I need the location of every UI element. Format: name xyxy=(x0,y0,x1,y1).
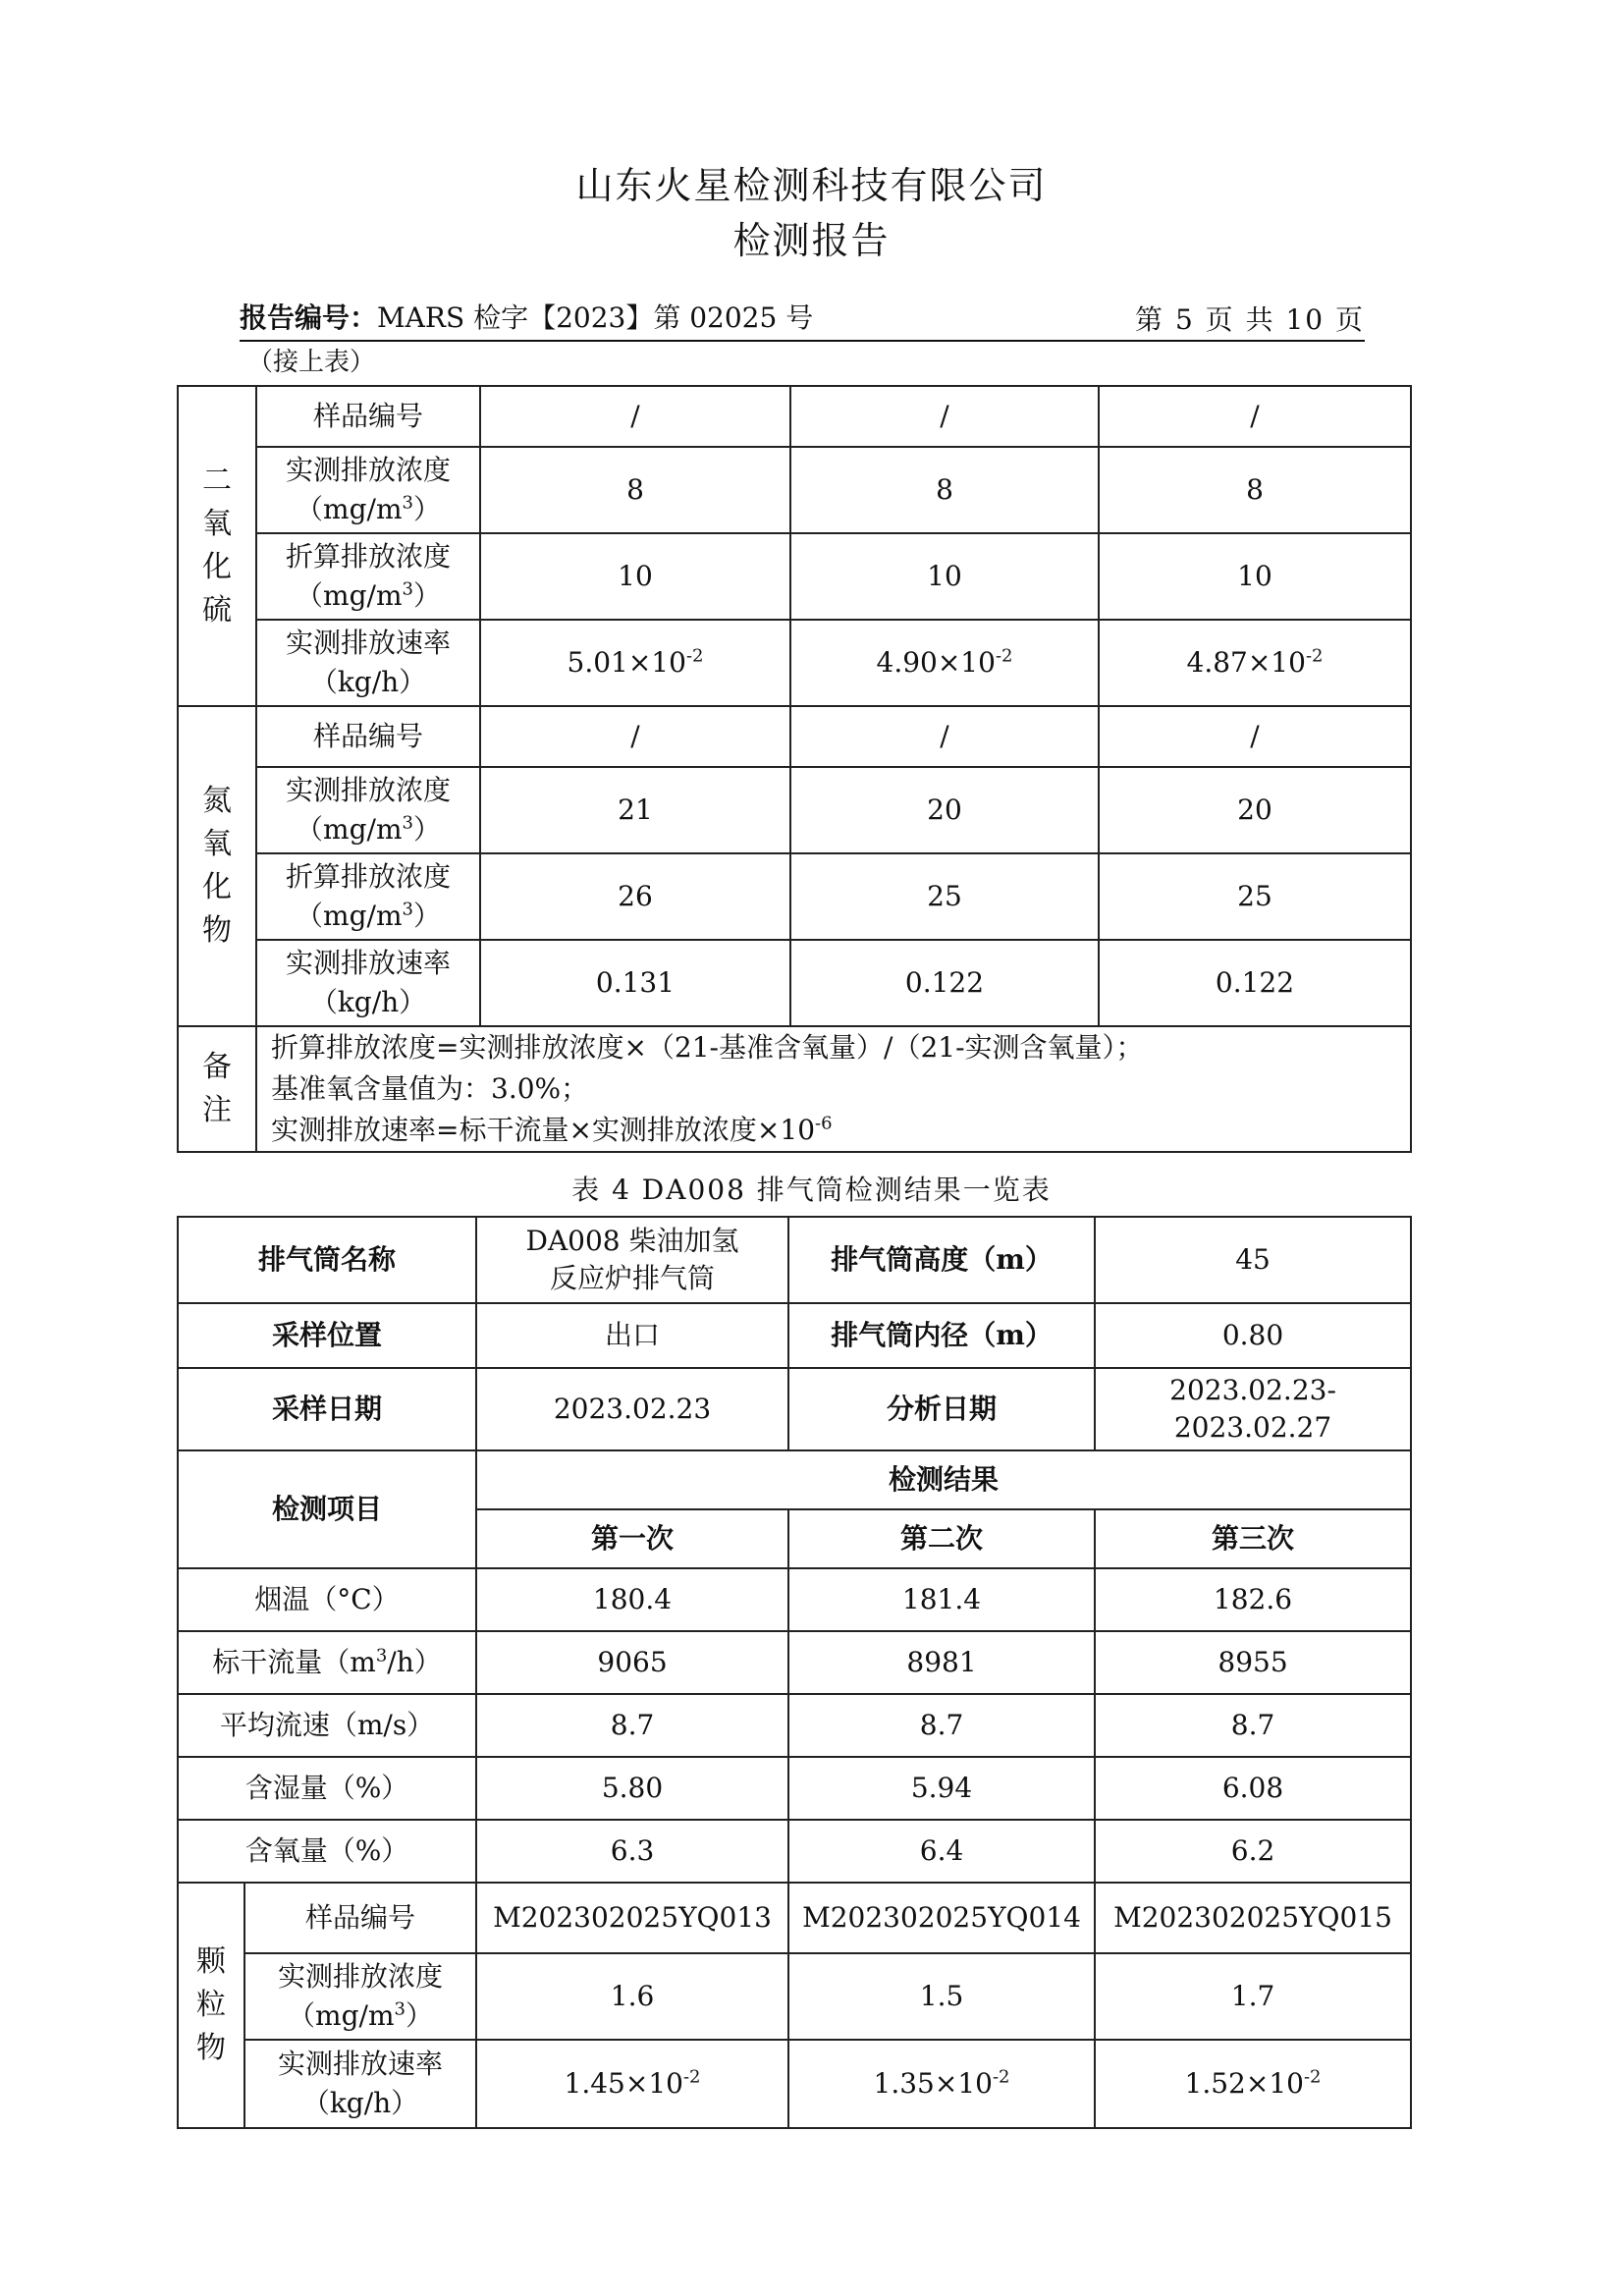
pm-conc-label: 实测排放浓度 $(mg/m^3)$ xyxy=(244,1953,476,2040)
location: 出口 xyxy=(476,1303,788,1368)
so2-rate-label: 实测排放速率 （kg/h） xyxy=(256,620,480,706)
stack-name-label: 排气筒名称 xyxy=(178,1217,476,1303)
nox-rate-label: 实测排放速率 （kg/h） xyxy=(256,940,480,1026)
so2-conc-2: 8 xyxy=(790,447,1099,533)
oxygen-2: 6.4 xyxy=(788,1820,1095,1883)
so2-rate-2: $4.90\times 10^{-2}$ xyxy=(790,620,1099,706)
so2-conv-3: 10 xyxy=(1099,533,1411,620)
flue-temp-3: 182.6 xyxy=(1095,1568,1411,1631)
stack-height: 45 xyxy=(1095,1217,1411,1303)
velocity-2: 8.7 xyxy=(788,1694,1095,1757)
table4-caption: 表 4 DA008 排气筒检测结果一览表 xyxy=(571,1174,1052,1206)
da008-table xyxy=(177,1216,1412,2129)
pm-conc-3: 1.7 xyxy=(1095,1953,1411,2040)
run-3: 第三次 xyxy=(1095,1509,1411,1568)
pm-sample-label: 样品编号 xyxy=(244,1883,476,1953)
nox-conc-3: 20 xyxy=(1099,767,1411,853)
flow-1: 9065 xyxy=(476,1631,788,1694)
document-title: 检测报告 xyxy=(732,219,891,262)
diameter: 0.80 xyxy=(1095,1303,1411,1368)
so2-conc-1: 8 xyxy=(480,447,790,533)
pm-sample-1: M202302025YQ013 xyxy=(476,1883,788,1953)
so2-rate-1: $5.01\times 10^{-2}$ xyxy=(480,620,790,706)
location-label: 采样位置 xyxy=(178,1303,476,1368)
pm-rate-3: $1.52\times 10^{-2}$ xyxy=(1095,2040,1411,2128)
nox-conv-2: 25 xyxy=(790,853,1099,940)
stack-height-label: 排气筒高度（m） xyxy=(788,1217,1095,1303)
so2-sample-label: 样品编号 xyxy=(256,386,480,447)
flow-3: 8955 xyxy=(1095,1631,1411,1694)
analysis-date-label: 分析日期 xyxy=(788,1368,1095,1450)
oxygen-1: 6.3 xyxy=(476,1820,788,1883)
flow-label: 标干流量$(m^3/h)$ xyxy=(178,1631,476,1694)
flue-temp-1: 180.4 xyxy=(476,1568,788,1631)
continued-note: （接上表） xyxy=(247,348,376,377)
flue-temp-label: 烟温（°C） xyxy=(178,1568,476,1631)
velocity-3: 8.7 xyxy=(1095,1694,1411,1757)
report-header xyxy=(240,293,1365,342)
nox-rate-3: 0.122 xyxy=(1099,940,1411,1026)
nox-conc-2: 20 xyxy=(790,767,1099,853)
nox-conv-label: 折算排放浓度 $(mg/m^3)$ xyxy=(256,853,480,940)
moisture-2: 5.94 xyxy=(788,1757,1095,1820)
analysis-date: 2023.02.23- 2023.02.27 xyxy=(1095,1368,1411,1450)
nox-sample-3: / xyxy=(1099,706,1411,767)
oxygen-3: 6.2 xyxy=(1095,1820,1411,1883)
so2-sample-3: / xyxy=(1099,386,1411,447)
nox-rate-2: 0.122 xyxy=(790,940,1099,1026)
result-label: 检测结果 xyxy=(476,1450,1411,1509)
pm-sample-2: M202302025YQ014 xyxy=(788,1883,1095,1953)
so2-sample-2: / xyxy=(790,386,1099,447)
so2-conc-label: 实测排放浓度 $(mg/m^3)$ xyxy=(256,447,480,533)
flue-temp-2: 181.4 xyxy=(788,1568,1095,1631)
pm-sample-3: M202302025YQ015 xyxy=(1095,1883,1411,1953)
so2-conv-1: 10 xyxy=(480,533,790,620)
pm-category: 颗 粒 物 xyxy=(178,1883,244,2128)
pm-rate-2: $1.35\times 10^{-2}$ xyxy=(788,2040,1095,2128)
run-1: 第一次 xyxy=(476,1509,788,1568)
moisture-1: 5.80 xyxy=(476,1757,788,1820)
page-info: 第 5 页 共 10 页 xyxy=(1135,303,1365,336)
item-label: 检测项目 xyxy=(178,1450,476,1568)
so2-sample-1: / xyxy=(480,386,790,447)
sample-date-label: 采样日期 xyxy=(178,1368,476,1450)
note-label: 备 注 xyxy=(178,1026,256,1152)
stack-name: DA008 柴油加氢 反应炉排气筒 xyxy=(476,1217,788,1303)
so2-conv-2: 10 xyxy=(790,533,1099,620)
company-name: 山东火星检测科技有限公司 xyxy=(575,164,1048,207)
so2-rate-3: $4.87\times 10^{-2}$ xyxy=(1099,620,1411,706)
pm-conc-2: 1.5 xyxy=(788,1953,1095,2040)
note-text: 折算排放浓度=实测排放浓度×（21-基准含氧量）/（21-实测含氧量）； 基准氧含量值为：3.0%； 实测排放速率=标干流量×实测排放浓度$\times 10^{-6}$ xyxy=(256,1026,1411,1152)
so2-conc-3: 8 xyxy=(1099,447,1411,533)
sample-date: 2023.02.23 xyxy=(476,1368,788,1450)
nox-sample-label: 样品编号 xyxy=(256,706,480,767)
moisture-3: 6.08 xyxy=(1095,1757,1411,1820)
velocity-label: 平均流速（m/s） xyxy=(178,1694,476,1757)
velocity-1: 8.7 xyxy=(476,1694,788,1757)
nox-category: 氮 氧 化 物 xyxy=(178,706,256,1026)
pm-rate-1: $1.45\times 10^{-2}$ xyxy=(476,2040,788,2128)
nox-conv-1: 26 xyxy=(480,853,790,940)
diameter-label: 排气筒内径（m） xyxy=(788,1303,1095,1368)
nox-conc-label: 实测排放浓度 $(mg/m^3)$ xyxy=(256,767,480,853)
nox-rate-1: 0.131 xyxy=(480,940,790,1026)
pm-conc-1: 1.6 xyxy=(476,1953,788,2040)
nox-sample-2: / xyxy=(790,706,1099,767)
nox-conv-3: 25 xyxy=(1099,853,1411,940)
so2-conv-label: 折算排放浓度 $(mg/m^3)$ xyxy=(256,533,480,620)
report-number: 报告编号：MARS 检字【2023】第 02025 号 xyxy=(240,301,814,334)
moisture-label: 含湿量（%） xyxy=(178,1757,476,1820)
flow-2: 8981 xyxy=(788,1631,1095,1694)
nox-sample-1: / xyxy=(480,706,790,767)
nox-conc-1: 21 xyxy=(480,767,790,853)
pm-rate-label: 实测排放速率 （kg/h） xyxy=(244,2040,476,2128)
so2-nox-table xyxy=(177,385,1412,1153)
oxygen-label: 含氧量（%） xyxy=(178,1820,476,1883)
so2-category: 二 氧 化 硫 xyxy=(178,386,256,706)
run-2: 第二次 xyxy=(788,1509,1095,1568)
